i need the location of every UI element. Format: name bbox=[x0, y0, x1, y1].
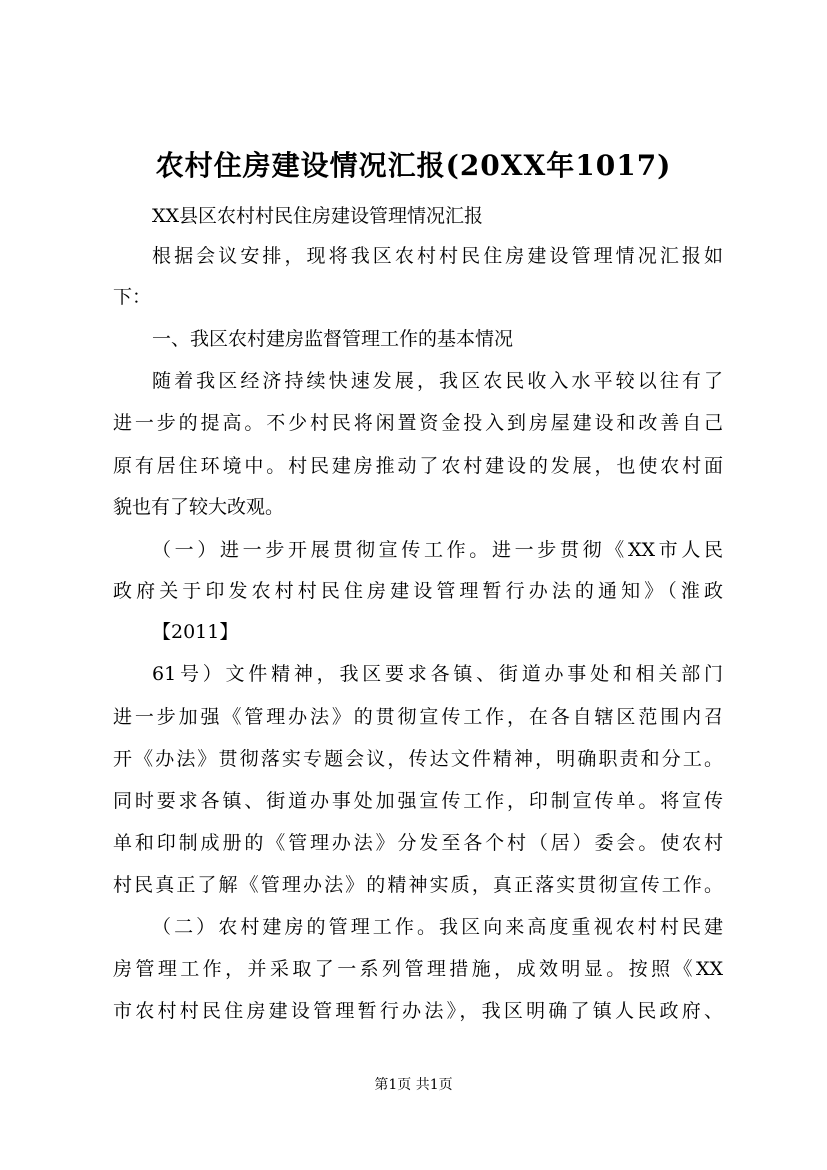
body-line: （二）农村建房的管理工作。我区向来高度重视农村村民建 bbox=[152, 916, 723, 938]
body-line: 开《办法》贯彻落实专题会议，传达文件精神，明确职责和分工。 bbox=[113, 748, 723, 770]
document-title: 农村住房建设情况汇报(20XX年1017) bbox=[155, 149, 672, 182]
section-heading: 一、我区农村建房监督管理工作的基本情况 bbox=[152, 328, 514, 350]
body-line: 进一步加强《管理办法》的贯彻宣传工作，在各自辖区范围内召 bbox=[113, 706, 723, 728]
body-line: XX县区农村村民住房建设管理情况汇报 bbox=[152, 205, 484, 227]
body-line: 同时要求各镇、街道办事处加强宣传工作，印制宣传单。将宣传 bbox=[113, 790, 723, 812]
body-line: 【2011】 bbox=[152, 621, 239, 643]
page-number-footer: 第1页 共1页 bbox=[374, 1077, 453, 1093]
body-line: 原有居住环境中。村民建房推动了农村建设的发展，也使农村面 bbox=[113, 455, 723, 477]
body-line: 房管理工作，并采取了一系列管理措施，成效明显。按照《XX bbox=[113, 958, 723, 980]
body-line: 根据会议安排，现将我区农村村民住房建设管理情况汇报如 bbox=[152, 245, 723, 267]
body-line: 貌也有了较大改观。 bbox=[113, 496, 285, 518]
body-line: （一）进一步开展贯彻宣传工作。进一步贯彻《XX市人民 bbox=[152, 539, 723, 561]
body-line: 村民真正了解《管理办法》的精神实质，真正落实贯彻宣传工作。 bbox=[113, 874, 723, 896]
body-line: 单和印制成册的《管理办法》分发至各个村（居）委会。使农村 bbox=[113, 832, 723, 854]
body-line: 下： bbox=[113, 286, 152, 308]
body-line: 61号）文件精神，我区要求各镇、街道办事处和相关部门 bbox=[152, 663, 723, 685]
body-line: 政府关于印发农村村民住房建设管理暂行办法的通知》（淮政 bbox=[113, 580, 723, 602]
body-line: 市农村村民住房建设管理暂行办法》，我区明确了镇人民政府、 bbox=[113, 1000, 723, 1022]
body-line: 随着我区经济持续快速发展，我区农民收入水平较以往有了 bbox=[152, 370, 723, 392]
body-line: 进一步的提高。不少村民将闲置资金投入到房屋建设和改善自己 bbox=[113, 412, 723, 434]
